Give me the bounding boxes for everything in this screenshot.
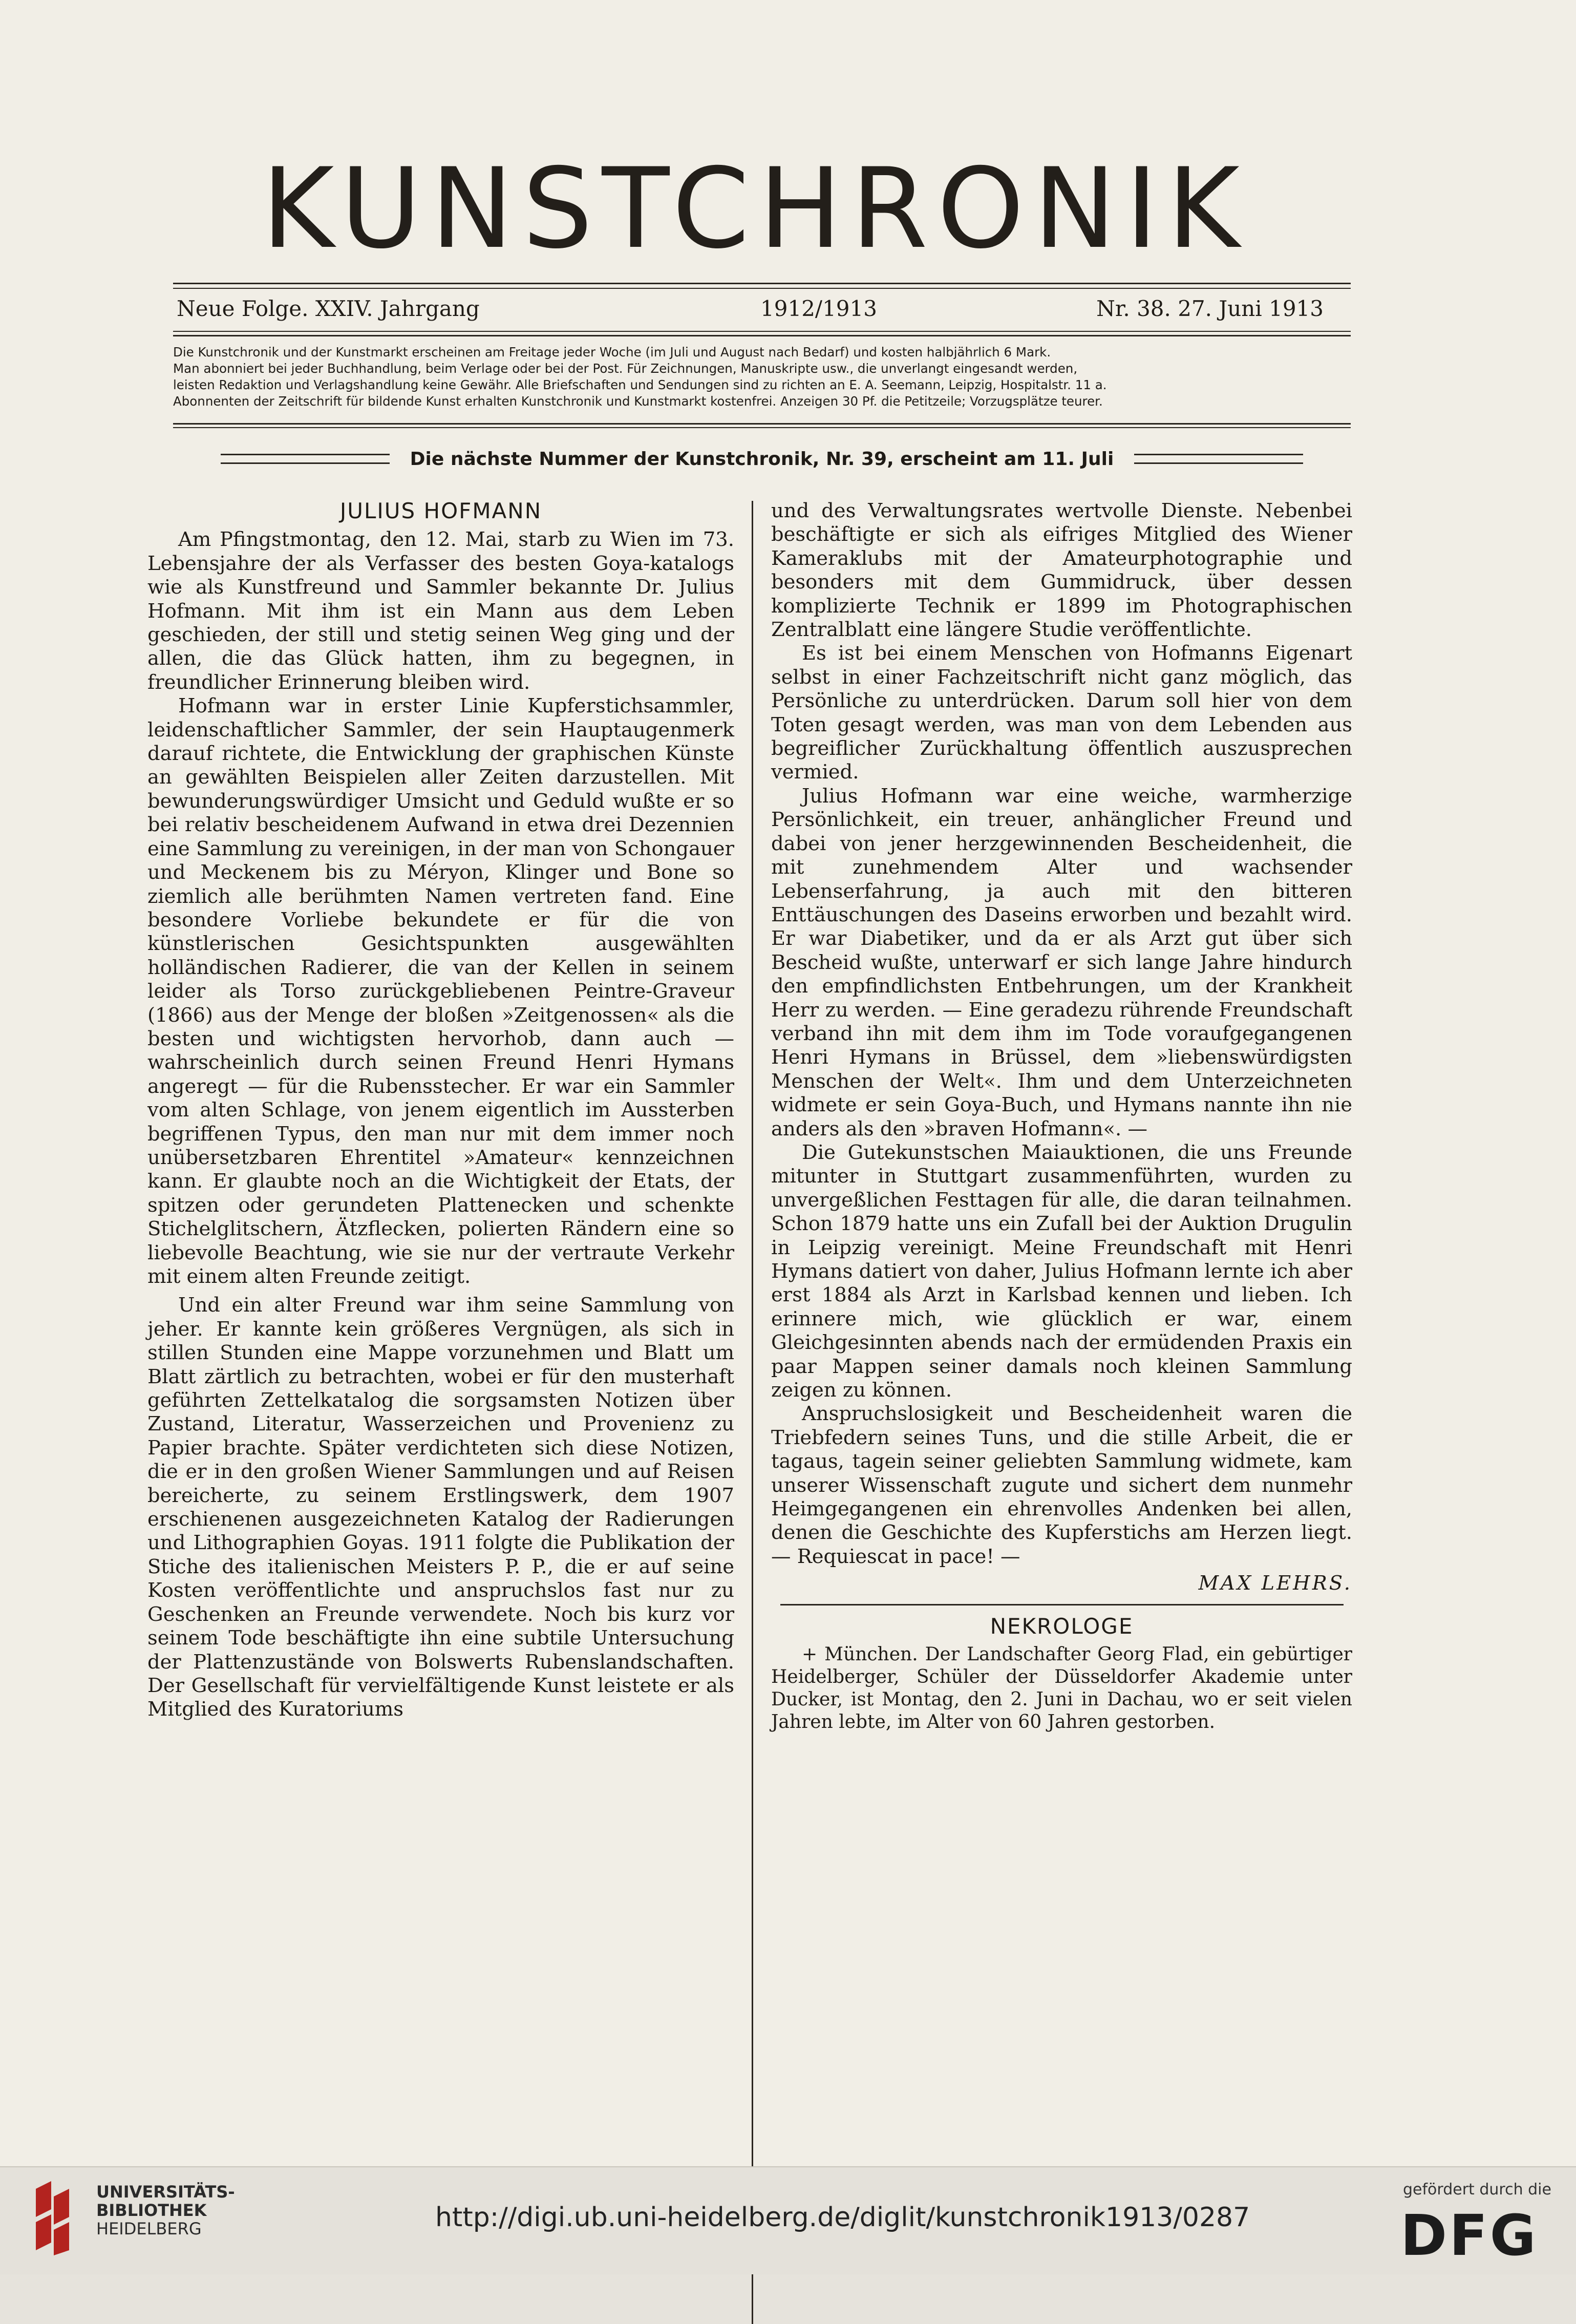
notice-line: leisten Redaktion und Verlagshandlung keine Gewähr. Alle Briefschaften und Sendungen sind zu richten an E. A. Seemann, Leipzig, Hospitalstr. 11 a.	[173, 377, 1107, 392]
article-heading: JULIUS HOFMANN	[339, 498, 542, 523]
column-divider	[752, 501, 753, 2324]
dfg-logo-text: DFG	[1400, 2203, 1538, 2268]
issue-rule-bottom	[173, 331, 1351, 332]
article-paragraph: Julius Hofmann war eine weiche, warmherzige Persönlichkeit, ein treuer, anhänglicher Freund und dabei von jener herzgewinnenden Bescheidenheit, die mit zunehmendem Alter und wachsender Lebenserfahrung, ja auch mit den bitteren Enttäuschungen des Daseins erworben und bezahlt wird. Er war Diabetiker, und da er als Arzt gut über sich Bescheid wußte, unterwarf er sich lange Jahre hindurch den empfindlichsten Entbehrungen, um der Krankheit Herr zu werden. — Eine geradezu rührende Freundschaft verband ihn mit dem ihm im Tode voraufgegangenen Henri Hymans in Brüssel, dem »liebenswürdigsten Menschen der Welt«. Ihm und dem Unterzeichneten widmete er sein Goya-Buch, und Hymans nannte ihn nie anders als den »braven Hofmann«. —	[771, 784, 1352, 1140]
issue-number-date: Nr. 38. 27. Juni 1913	[1096, 296, 1324, 321]
notice-rule	[173, 423, 1351, 425]
permalink-url[interactable]: http://digi.ub.uni-heidelberg.de/diglit/kunstchronik1913/0287	[435, 2202, 1250, 2233]
issue-line	[177, 296, 1324, 321]
article-paragraph: und des Verwaltungsrates wertvolle Dienste. Nebenbei beschäftigte er sich als eifriges Mitglied des Wiener Kameraklubs mit der Amateurphotographie und besonders mit dem Gummidruck, über dessen komplizierte Technik er 1899 im Photographischen Zentralblatt eine längere Studie veröffentlichte.	[771, 499, 1352, 642]
next-issue-banner	[173, 443, 1351, 474]
masthead-rule-top	[173, 283, 1351, 284]
masthead-title: KUNSTCHRONIK	[261, 144, 1249, 273]
library-name-line: HEIDELBERG	[96, 2219, 202, 2238]
library-name-line: UNIVERSITÄTS-	[96, 2182, 235, 2202]
masthead-rule-top-thin	[173, 288, 1351, 289]
issue-years: 1912/1913	[760, 296, 877, 321]
nekrologe-paragraph: + München. Der Landschafter Georg Flad, ein gebürtiger Heidelberger, Schüler der Düsseldorfer Akademie unter Ducker, ist Montag, den 2. Juni in Dachau, wo er seit vielen Jahren lebte, im Alter von 60 Jahren gestorben.	[771, 1644, 1352, 1733]
notice-line: Man abonniert bei jeder Buchhandlung, beim Verlage oder bei der Post. Für Zeichnungen, Manuskripte usw., die unverlangt eingesandt werden,	[173, 361, 1078, 376]
nekrologe-entry	[771, 1643, 1352, 1734]
article-paragraph: Anspruchslosigkeit und Bescheidenheit waren die Triebfedern seines Tuns, und die stille Arbeit, die er tagaus, tagein seiner geliebten Sammlung widmete, kam unserer Wissenschaft zugute und sichert dem nunmehr Heimgegangenen ein ehrenvolles Andenken bei allen, denen die Geschichte des Kupferstichs am Herzen liegt. — Requiescat in pace! —	[771, 1402, 1352, 1568]
notice-line: Abonnenten der Zeitschrift für bildende Kunst erhalten Kunstchronik und Kunstmarkt kostenfrei. Anzeigen 30 Pf. die Petitzeile; Vorzugsplätze teurer.	[173, 394, 1103, 409]
library-name-line: BIBLIOTHEK	[96, 2201, 207, 2220]
section-separator	[780, 1604, 1344, 1605]
banner-bars-left	[221, 454, 390, 464]
article-paragraph: Am Pfingstmontag, den 12. Mai, starb zu Wien im 73. Lebensjahre der als Verfasser des besten Goya-katalogs wie als Kunstfreund und Sammler bekannte Dr. Julius Hofmann. Mit ihm ist ein Mann aus dem Leben geschieden, der still und stetig seinen Weg ging und der allen, die das Glück hatten, ihm zu begegnen, in freundlicher Erinnerung bleiben wird.	[147, 528, 734, 694]
issue-rule-bottom-thick	[173, 335, 1351, 336]
subscription-notice	[173, 344, 1356, 410]
author-signature: MAX LEHRS.	[1198, 1572, 1352, 1595]
article-column-left	[147, 499, 734, 1722]
issue-series: Neue Folge. XXIV. Jahrgang	[177, 296, 480, 321]
article-paragraph: Und ein alter Freund war ihm seine Sammlung von jeher. Er kannte kein größeres Vergnügen, als sich in stillen Stunden eine Mappe vorzunehmen und Blatt um Blatt zärtlich zu betrachten, wobei er für den musterhaft geführten Zettelkatalog die sorgsamsten Notizen über Zustand, Literatur, Wasserzeichen und Provenienz zu Papier brachte. Später verdichteten sich diese Notizen, die er in den großen Wiener Sammlungen und auf Reisen bereicherte, zu seinem Erstlingswerk, dem 1907 erschienenen ausgezeichneten Katalog der Radierungen und Lithographien Goyas. 1911 folgte die Publikation der Stiche des italienischen Meisters P. P., die er auf seine Kosten veröffentlichte und anspruchslos fast nur zu Geschenken an Freunde verwendete. Noch bis kurz vor seinem Tode beschäftigte ihn eine subtile Untersuchung der Plattenzustände von Bolswerts Rubenslandschaften. Der Gesellschaft für vervielfältigende Kunst leistete er als Mitglied des Kuratoriums	[147, 1294, 734, 1721]
banner-bars-right	[1134, 454, 1303, 464]
article-column-right	[771, 499, 1352, 1734]
article-paragraph: Die Gutekunstschen Maiauktionen, die uns Freunde mitunter in Stuttgart zusammenführten, wurden zu unvergeßlichen Festtagen für alle, die daran teilnahmen. Schon 1879 hatte uns ein Zufall bei der Auktion Drugulin in Leipzig vereinigt. Meine Freundschaft mit Henri Hymans datiert von daher, Julius Hofmann lernte ich aber erst 1884 als Arzt in Karlsbad kennen und lieben. Ich erinnere mich, wie glücklich er war, einem Gleichgesinnten abends nach der ermüdenden Praxis ein paar Mappen seiner damals noch kleinen Sammlung zeigen zu können.	[771, 1140, 1352, 1402]
notice-line: Die Kunstchronik und der Kunstmarkt erscheinen am Freitage jeder Woche (im Juli und August nach Bedarf) und kosten halbjährlich 6 Mark.	[173, 345, 1051, 360]
next-issue-text: Die nächste Nummer der Kunstchronik, Nr. 39, erscheint am 11. Juli	[410, 448, 1114, 470]
article-paragraph: Es ist bei einem Menschen von Hofmanns Eigenart selbst in einer Fachzeitschrift nicht ganz möglich, das Persönliche zu unterdrücken. Darum soll hier von dem Toten gesagt werden, was man von dem Lebenden aus begreiflicher Zurückhaltung öffentlich auszusprechen vermied.	[771, 642, 1352, 784]
notice-rule-thin	[173, 427, 1351, 428]
funded-by-label: gefördert durch die	[1403, 2181, 1551, 2199]
nekrologe-heading: NEKROLOGE	[990, 1613, 1134, 1639]
article-paragraph: Hofmann war in erster Linie Kupferstichsammler, leidenschaftlicher Sammler, der sein Hauptaugenmerk darauf richtete, die Entwicklung der graphischen Künste an gewählten Beispielen aller Zeiten darzustellen. Mit bewunderungswürdiger Umsicht und Geduld wußte er so bei relativ bescheidenem Aufwand in etwa drei Dezennien eine Sammlung zu vereinigen, in der man von Schongauer und Meckenem bis zu Méryon, Klinger und Bone so ziemlich alle berühmten Namen vertreten fand. Eine besondere Vorliebe bekundete er für die von künstlerischen Gesichtspunkten ausgewählten holländischen Radierer, die van der Kellen in seinem leider als Torso zurückgebliebenen Peintre-Graveur (1866) aus der Menge der bloßen »Zeitgenossen« als die besten und wichtigsten hervorhob, dann auch — wahrscheinlich durch seinen Freund Henri Hymans angeregt — für die Rubensstecher. Er war ein Sammler vom alten Schlage, von jenem eigentlich im Aussterben begriffenen Typus, den man nur mit dem immer noch unübersetzbaren Ehrentitel »Amateur« kennzeichnen kann. Er glaubte noch an die Wichtigkeit der Etats, der spitzen oder gerundeten Plattenecken und schenkte Stichelglitschern, Ätzflecken, polierten Rändern eine so liebevolle Beachtung, wie sie nur der vertraute Verkehr mit einem alten Freunde zeitigt.	[147, 694, 734, 1288]
library-name	[96, 2183, 235, 2238]
university-library-logo-icon	[31, 2179, 87, 2255]
